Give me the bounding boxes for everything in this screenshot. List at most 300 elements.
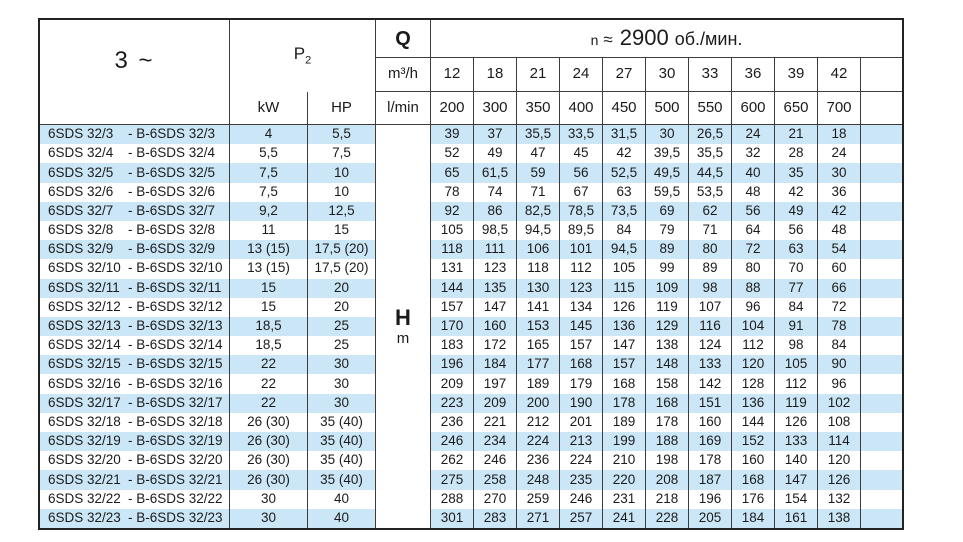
head-value-cell: 63: [775, 240, 818, 259]
head-value-cell: 224: [560, 451, 603, 470]
head-value-cell: 42: [775, 183, 818, 202]
head-value-cell: 184: [732, 509, 775, 528]
head-value-cell: 209: [474, 394, 517, 413]
table-row: [40, 355, 902, 374]
table-row: [40, 317, 902, 336]
head-value-cell: 144: [431, 279, 474, 298]
head-value-cell: 54: [818, 240, 861, 259]
spare-cell: [861, 394, 902, 413]
model-names: [40, 185, 229, 200]
table-row: [40, 470, 902, 489]
model-name: 6SDS 32/8: [48, 222, 114, 238]
kw-value-cell: 18,5: [230, 317, 308, 336]
model-name: 6SDS 32/21: [48, 471, 121, 487]
head-value-cell: 80: [689, 240, 732, 259]
head-value-cell: 161: [775, 509, 818, 528]
model-cell: [40, 144, 230, 163]
head-value-cell: 115: [603, 279, 646, 298]
table-row: [40, 163, 902, 182]
model-name: 6SDS 32/17: [48, 394, 121, 410]
head-value-cell: 39,5: [646, 144, 689, 163]
model-cell: [40, 413, 230, 432]
head-value-cell: 105: [603, 259, 646, 278]
head-value-cell: 79: [646, 221, 689, 240]
head-value-cell: 78: [431, 183, 474, 202]
head-value-cell: 209: [431, 374, 474, 393]
head-value-cell: 148: [646, 355, 689, 374]
model-names: [40, 453, 229, 468]
head-value-cell: 44,5: [689, 163, 732, 182]
head-value-cell: 248: [517, 470, 560, 489]
head-value-cell: 147: [775, 470, 818, 489]
table-row: [40, 125, 902, 144]
flow-lmin-cell: 650: [775, 92, 818, 125]
head-value-cell: 168: [646, 394, 689, 413]
hp-value-cell: 40: [308, 509, 376, 528]
table-row: [40, 202, 902, 221]
model-names: [40, 166, 229, 181]
head-value-cell: 109: [646, 279, 689, 298]
head-value-cell: 35: [775, 163, 818, 182]
model-cell: [40, 202, 230, 221]
head-value-cell: 35,5: [689, 144, 732, 163]
head-value-cell: 90: [818, 355, 861, 374]
model-name: 6SDS 32/7: [48, 202, 114, 218]
head-value-cell: 196: [431, 355, 474, 374]
head-value-cell: 96: [732, 298, 775, 317]
head-value-cell: 152: [732, 432, 775, 451]
flow-lmin-cell: 700: [818, 92, 861, 125]
head-value-cell: 114: [818, 432, 861, 451]
model-name-b: - B-6SDS 32/6: [128, 183, 216, 199]
model-name-b: - B-6SDS 32/10: [128, 260, 223, 276]
model-name: 6SDS 32/13: [48, 318, 121, 334]
head-value-cell: 151: [689, 394, 732, 413]
head-value-cell: 77: [775, 279, 818, 298]
table-row: [40, 336, 902, 355]
model-name: 6SDS 32/6: [48, 183, 114, 199]
table-row: [40, 183, 902, 202]
flow-m3h-cell: 33: [689, 58, 732, 92]
head-value-cell: 178: [603, 394, 646, 413]
head-value-cell: 160: [689, 413, 732, 432]
head-value-cell: 157: [431, 298, 474, 317]
model-names: [40, 146, 229, 161]
spare-cell: [861, 183, 902, 202]
kw-value-cell: 15: [230, 298, 308, 317]
head-value-cell: 234: [474, 432, 517, 451]
flow-m3h-cell: 18: [474, 58, 517, 92]
head-value-cell: 71: [517, 183, 560, 202]
spare-cell: [861, 336, 902, 355]
head-value-cell: 224: [517, 432, 560, 451]
head-value-cell: 231: [603, 490, 646, 509]
head-value-cell: 288: [431, 490, 474, 509]
model-cell: [40, 163, 230, 182]
head-value-cell: 88: [732, 279, 775, 298]
head-value-cell: 48: [732, 183, 775, 202]
model-cell: [40, 394, 230, 413]
table-row: [40, 432, 902, 451]
kw-value-cell: 22: [230, 394, 308, 413]
head-value-cell: 32: [732, 144, 775, 163]
head-value-cell: 131: [431, 259, 474, 278]
head-value-cell: 172: [474, 336, 517, 355]
model-names: [40, 377, 229, 392]
head-value-cell: 84: [818, 336, 861, 355]
head-value-cell: 30: [646, 125, 689, 144]
head-value-cell: 147: [474, 298, 517, 317]
model-cell: [40, 240, 230, 259]
head-value-cell: 259: [517, 490, 560, 509]
head-value-cell: 157: [603, 355, 646, 374]
flow-lmin-cell: 500: [646, 92, 689, 125]
kw-value-cell: 9,2: [230, 202, 308, 221]
head-value-cell: 84: [775, 298, 818, 317]
head-value-cell: 271: [517, 509, 560, 528]
hp-value-cell: 20: [308, 279, 376, 298]
kw-value-cell: 11: [230, 221, 308, 240]
head-value-cell: 31,5: [603, 125, 646, 144]
head-value-cell: 24: [732, 125, 775, 144]
head-value-cell: 84: [603, 221, 646, 240]
head-value-cell: 59,5: [646, 183, 689, 202]
head-value-cell: 21: [775, 125, 818, 144]
model-cell: [40, 221, 230, 240]
head-value-cell: 197: [474, 374, 517, 393]
model-name-b: - B-6SDS 32/14: [128, 337, 223, 353]
head-value-cell: 106: [517, 240, 560, 259]
model-cell: [40, 355, 230, 374]
model-cell: [40, 279, 230, 298]
hp-value-cell: 30: [308, 374, 376, 393]
model-name: 6SDS 32/10: [48, 260, 121, 276]
head-value-cell: 118: [517, 259, 560, 278]
flow-lmin-cell: 450: [603, 92, 646, 125]
head-value-cell: 48: [818, 221, 861, 240]
hp-value-cell: 17,5 (20): [308, 259, 376, 278]
head-value-cell: 35,5: [517, 125, 560, 144]
head-value-cell: 138: [646, 336, 689, 355]
head-value-cell: 136: [732, 394, 775, 413]
head-value-cell: 220: [603, 470, 646, 489]
model-cell: [40, 336, 230, 355]
head-value-cell: 49: [474, 144, 517, 163]
kw-value-cell: 18,5: [230, 336, 308, 355]
flow-lmin-cell: 600: [732, 92, 775, 125]
head-value-cell: 134: [560, 298, 603, 317]
head-value-cell: 30: [818, 163, 861, 182]
head-value-cell: 168: [732, 470, 775, 489]
head-value-cell: 147: [603, 336, 646, 355]
model-name-b: - B-6SDS 32/23: [128, 509, 223, 525]
model-name-b: - B-6SDS 32/22: [128, 490, 223, 506]
head-value-cell: 136: [603, 317, 646, 336]
hp-value-cell: 35 (40): [308, 451, 376, 470]
flow-m3h-cell: 36: [732, 58, 775, 92]
spare-cell: [861, 298, 902, 317]
head-value-cell: 208: [646, 470, 689, 489]
table-row: [40, 298, 902, 317]
table-row: [40, 394, 902, 413]
phase-label: 3 ~: [114, 47, 155, 74]
head-value-cell: 69: [646, 202, 689, 221]
head-value-cell: 200: [517, 394, 560, 413]
model-names: [40, 204, 229, 219]
head-value-cell: 168: [603, 374, 646, 393]
head-value-cell: 70: [775, 259, 818, 278]
hp-value-cell: 30: [308, 394, 376, 413]
head-value-cell: 86: [474, 202, 517, 221]
head-value-cell: 98: [775, 336, 818, 355]
model-name: 6SDS 32/12: [48, 298, 121, 314]
table-row: [40, 413, 902, 432]
kw-value-cell: 26 (30): [230, 470, 308, 489]
model-name-b: - B-6SDS 32/15: [128, 356, 223, 372]
model-name-b: - B-6SDS 32/7: [128, 202, 216, 218]
kw-value-cell: 26 (30): [230, 413, 308, 432]
head-value-cell: 59: [517, 163, 560, 182]
spare-cell: [861, 470, 902, 489]
head-value-cell: 212: [517, 413, 560, 432]
model-cell: [40, 259, 230, 278]
head-value-cell: 158: [646, 374, 689, 393]
model-name: 6SDS 32/23: [48, 509, 121, 525]
kw-value-cell: 7,5: [230, 163, 308, 182]
head-value-cell: 178: [646, 413, 689, 432]
kw-header-cell: kW: [230, 92, 308, 125]
head-value-cell: 101: [560, 240, 603, 259]
p2-header-cell: [230, 20, 376, 92]
flow-lmin-cell: 200: [431, 92, 474, 125]
flow-lmin-cell: 300: [474, 92, 517, 125]
head-value-cell: 111: [474, 240, 517, 259]
pump-performance-table: [38, 18, 904, 530]
head-value-cell: 133: [775, 432, 818, 451]
header-row-top: [40, 20, 902, 58]
model-name: 6SDS 32/22: [48, 490, 121, 506]
table-row: [40, 279, 902, 298]
head-value-cell: 108: [818, 413, 861, 432]
head-value-cell: 129: [646, 317, 689, 336]
head-value-cell: 39: [431, 125, 474, 144]
head-value-cell: 196: [689, 490, 732, 509]
head-value-cell: 26,5: [689, 125, 732, 144]
head-value-cell: 201: [560, 413, 603, 432]
model-cell: [40, 490, 230, 509]
head-value-cell: 53,5: [689, 183, 732, 202]
head-value-cell: 141: [517, 298, 560, 317]
head-value-cell: 221: [474, 413, 517, 432]
head-value-cell: 178: [689, 451, 732, 470]
head-value-cell: 78: [818, 317, 861, 336]
spare-cell: [861, 240, 902, 259]
head-value-cell: 63: [603, 183, 646, 202]
head-value-cell: 28: [775, 144, 818, 163]
model-name: 6SDS 32/4: [48, 145, 114, 161]
head-value-cell: 198: [646, 451, 689, 470]
head-value-cell: 123: [474, 259, 517, 278]
flow-lmin-cell: 400: [560, 92, 603, 125]
head-value-cell: 169: [689, 432, 732, 451]
table-header: [40, 20, 902, 125]
head-value-cell: 56: [775, 221, 818, 240]
kw-value-cell: 26 (30): [230, 451, 308, 470]
head-value-cell: 132: [818, 490, 861, 509]
m3h-unit-cell: m³/h: [376, 58, 431, 92]
model-name-b: - B-6SDS 32/11: [128, 279, 222, 295]
model-names: [40, 261, 229, 276]
table-row: [40, 144, 902, 163]
speed-value: 2900: [619, 25, 669, 51]
speed-symbol: n: [590, 32, 599, 49]
hp-value-cell: 35 (40): [308, 470, 376, 489]
model-name-b: - B-6SDS 32/5: [128, 164, 216, 180]
kw-value-cell: 15: [230, 279, 308, 298]
head-value-cell: 177: [517, 355, 560, 374]
head-value-cell: 133: [689, 355, 732, 374]
head-value-cell: 188: [646, 432, 689, 451]
head-value-cell: 301: [431, 509, 474, 528]
head-value-cell: 119: [775, 394, 818, 413]
model-cell: [40, 317, 230, 336]
hp-value-cell: 30: [308, 355, 376, 374]
hp-value-cell: 5,5: [308, 125, 376, 144]
kw-value-cell: 13 (15): [230, 259, 308, 278]
head-value-cell: 120: [818, 451, 861, 470]
model-name: 6SDS 32/5: [48, 164, 114, 180]
head-value-cell: 145: [560, 317, 603, 336]
model-name: 6SDS 32/19: [48, 433, 121, 449]
head-value-cell: 45: [560, 144, 603, 163]
head-value-cell: 170: [431, 317, 474, 336]
head-value-cell: 49,5: [646, 163, 689, 182]
head-value-cell: 257: [560, 509, 603, 528]
model-cell: [40, 432, 230, 451]
model-cell: [40, 374, 230, 393]
head-meters-cell: [376, 125, 431, 528]
q-header-cell: [376, 20, 431, 58]
head-value-cell: 165: [517, 336, 560, 355]
head-value-cell: 98: [689, 279, 732, 298]
hp-value-cell: 25: [308, 317, 376, 336]
model-cell: [40, 298, 230, 317]
head-value-cell: 120: [732, 355, 775, 374]
model-names: [40, 281, 229, 296]
speed-header-cell: [431, 20, 902, 58]
head-value-cell: 213: [560, 432, 603, 451]
head-value-cell: 72: [818, 298, 861, 317]
model-name-b: - B-6SDS 32/19: [128, 433, 223, 449]
head-value-cell: 98,5: [474, 221, 517, 240]
head-value-cell: 154: [775, 490, 818, 509]
head-value-cell: 199: [603, 432, 646, 451]
head-value-cell: 42: [603, 144, 646, 163]
head-value-cell: 36: [818, 183, 861, 202]
hp-header-cell: HP: [308, 92, 376, 125]
model-names: [40, 223, 229, 238]
head-value-cell: 160: [474, 317, 517, 336]
head-value-cell: 126: [818, 470, 861, 489]
model-names: [40, 319, 229, 334]
spare-cell: [861, 144, 902, 163]
model-cell: [40, 183, 230, 202]
model-cell: [40, 470, 230, 489]
model-name-b: - B-6SDS 32/4: [128, 145, 216, 161]
model-name: 6SDS 32/14: [48, 337, 121, 353]
head-value-cell: 258: [474, 470, 517, 489]
head-value-cell: 157: [560, 336, 603, 355]
head-value-cell: 228: [646, 509, 689, 528]
spare-cell: [861, 432, 902, 451]
spare-cell: [861, 125, 902, 144]
head-value-cell: 60: [818, 259, 861, 278]
spare-cell: [861, 202, 902, 221]
model-names: [40, 473, 229, 488]
model-name-b: - B-6SDS 32/16: [128, 375, 223, 391]
head-value-cell: 94,5: [603, 240, 646, 259]
model-name-b: - B-6SDS 32/17: [128, 394, 223, 410]
hp-value-cell: 35 (40): [308, 432, 376, 451]
model-cell: [40, 125, 230, 144]
head-value-cell: 189: [517, 374, 560, 393]
spare-cell: [861, 413, 902, 432]
spare-cell: [861, 490, 902, 509]
head-value-cell: 142: [689, 374, 732, 393]
hp-value-cell: 10: [308, 183, 376, 202]
head-value-cell: 126: [775, 413, 818, 432]
head-value-cell: 246: [560, 490, 603, 509]
model-name: 6SDS 32/20: [48, 452, 121, 468]
head-value-cell: 102: [818, 394, 861, 413]
hp-value-cell: 10: [308, 163, 376, 182]
head-value-cell: 135: [474, 279, 517, 298]
model-name-b: - B-6SDS 32/12: [128, 298, 223, 314]
approx-sign: ≈: [603, 30, 613, 50]
model-name-b: - B-6SDS 32/13: [128, 318, 223, 334]
head-value-cell: 223: [431, 394, 474, 413]
head-value-cell: 66: [818, 279, 861, 298]
table-row: [40, 490, 902, 509]
head-value-cell: 218: [646, 490, 689, 509]
q-label: Q: [395, 27, 411, 50]
spare-cell: [861, 355, 902, 374]
head-value-cell: 241: [603, 509, 646, 528]
head-value-cell: 205: [689, 509, 732, 528]
kw-value-cell: 22: [230, 355, 308, 374]
hp-value-cell: 7,5: [308, 144, 376, 163]
head-value-cell: 42: [818, 202, 861, 221]
head-value-cell: 116: [689, 317, 732, 336]
head-value-cell: 112: [560, 259, 603, 278]
head-value-cell: 189: [603, 413, 646, 432]
head-value-cell: 126: [603, 298, 646, 317]
model-names: [40, 492, 229, 507]
model-names: [40, 396, 229, 411]
model-names: [40, 434, 229, 449]
model-names: [40, 511, 229, 526]
head-value-cell: 128: [732, 374, 775, 393]
model-name: 6SDS 32/3: [48, 126, 114, 142]
table-row: [40, 374, 902, 393]
head-value-cell: 40: [732, 163, 775, 182]
head-value-cell: 144: [732, 413, 775, 432]
head-value-cell: 118: [431, 240, 474, 259]
head-value-cell: 275: [431, 470, 474, 489]
head-value-cell: 99: [646, 259, 689, 278]
kw-value-cell: 22: [230, 374, 308, 393]
head-symbol: H: [395, 304, 411, 330]
